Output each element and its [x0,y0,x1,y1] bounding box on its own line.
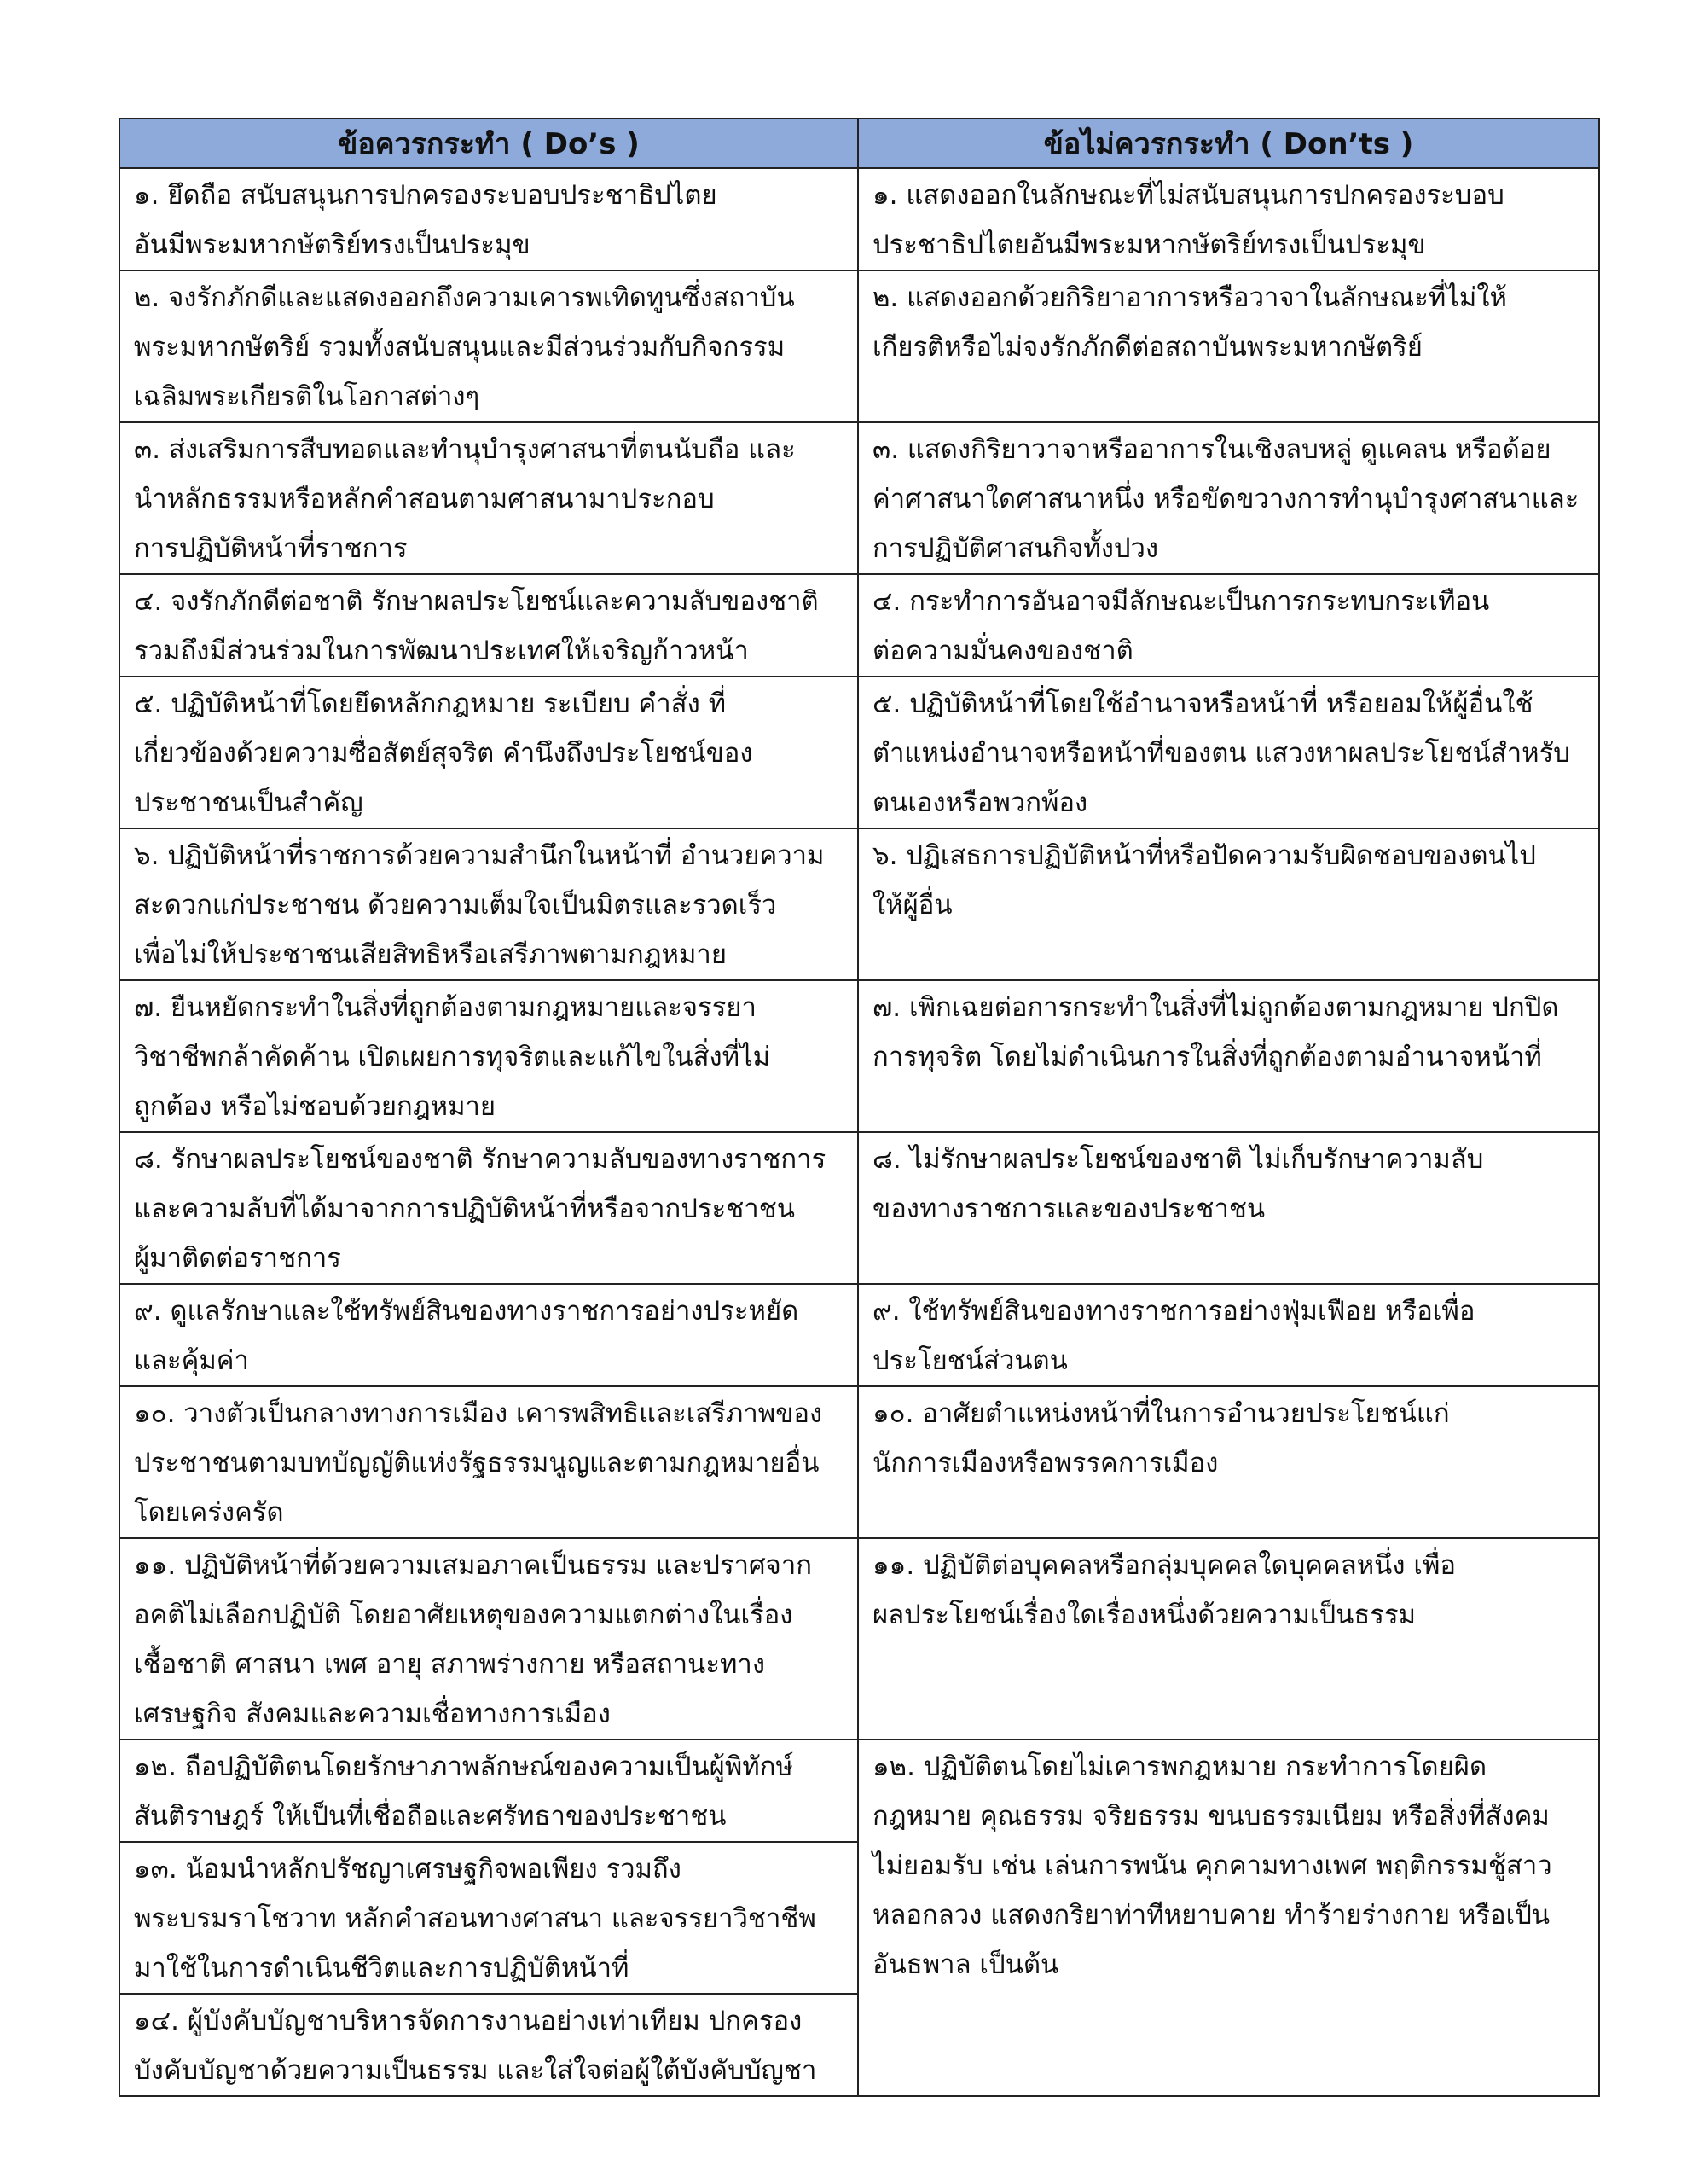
donts-cell-11: ๑๑. ปฏิบัติต่อบุคคลหรือกลุ่มบุคคลใดบุคคลหนึ่ง เพื่อ ผลประโยชน์เรื่องใดเรื่องหนึ่งด้วยความเป็นธรรม [858,1538,1599,1740]
table-row [119,1740,1599,1842]
donts-cell-10: ๑๐. อาศัยตำแหน่งหน้าที่ในการอำนวยประโยชน์แก่ นักการเมืองหรือพรรคการเมือง [858,1386,1599,1538]
table-row [119,422,1599,574]
donts-cell-6: ๖. ปฏิเสธการปฏิบัติหน้าที่หรือปัดความรับผิดชอบของตนไป ให้ผู้อื่น [858,828,1599,980]
donts-cell-1: ๑. แสดงออกในลักษณะที่ไม่สนับสนุนการปกครองระบอบ ประชาธิปไตยอันมีพระมหากษัตริย์ทรงเป็นประมุข [858,168,1599,270]
dos-cell-7: ๗. ยืนหยัดกระทำในสิ่งที่ถูกต้องตามกฎหมายและจรรยา วิชาชีพกล้าคัดค้าน เปิดเผยการทุจริตและแก้ไขในสิ่งที่ไม่ ถูกต้อง หรือไม่ชอบด้วยกฎหมาย [119,980,858,1132]
dos-cell-13: ๑๓. น้อมนำหลักปรัชญาเศรษฐกิจพอเพียง รวมถึง พระบรมราโชวาท หลักคำสอนทางศาสนา และจรรยาวิชาชีพ มาใช้ในการดำเนินชีวิตและการปฏิบัติหน้าที่ [119,1842,858,1994]
table-row [119,1284,1599,1386]
dos-cell-3: ๓. ส่งเสริมการสืบทอดและทำนุบำรุงศาสนาที่ตนนับถือ และ นำหลักธรรมหรือหลักคำสอนตามศาสนามาประกอบ การปฏิบัติหน้าที่ราชการ [119,422,858,574]
dos-cell-4: ๔. จงรักภักดีต่อชาติ รักษาผลประโยชน์และความลับของชาติ รวมถึงมีส่วนร่วมในการพัฒนาประเทศให้เจริญก้าวหน้า [119,574,858,677]
table-row [119,980,1599,1132]
dos-cell-6: ๖. ปฏิบัติหน้าที่ราชการด้วยความสำนึกในหน้าที่ อำนวยความ สะดวกแก่ประชาชน ด้วยความเต็มใจเป็นมิตรและรวดเร็ว เพื่อไม่ให้ประชาชนเสียสิทธิหรือเสรีภาพตามกฎหมาย [119,828,858,980]
table-row [119,168,1599,270]
table-row [119,677,1599,828]
dos-donts-table [119,118,1600,2097]
donts-cell-3: ๓. แสดงกิริยาวาจาหรืออาการในเชิงลบหลู่ ดูแคลน หรือด้อย ค่าศาสนาใดศาสนาหนึ่ง หรือขัดขวางการทำนุบำรุงศาสนาและ การปฏิบัติศาสนกิจทั้งปวง [858,422,1599,574]
dos-cell-12: ๑๒. ถือปฏิบัติตนโดยรักษาภาพลักษณ์ของความเป็นผู้พิทักษ์ สันติราษฎร์ ให้เป็นที่เชื่อถือและศรัทธาของประชาชน [119,1740,858,1842]
donts-cell-2: ๒. แสดงออกด้วยกิริยาอาการหรือวาจาในลักษณะที่ไม่ให้ เกียรติหรือไม่จงรักภักดีต่อสถาบันพระมหากษัตริย์ [858,270,1599,422]
table-row [119,1132,1599,1284]
dos-cell-9: ๙. ดูแลรักษาและใช้ทรัพย์สินของทางราชการอย่างประหยัด และคุ้มค่า [119,1284,858,1386]
table-header-row [119,119,1599,168]
table-row [119,270,1599,422]
dos-cell-11: ๑๑. ปฏิบัติหน้าที่ด้วยความเสมอภาคเป็นธรรม และปราศจาก อคติไม่เลือกปฏิบัติ โดยอาศัยเหตุของความแตกต่างในเรื่อง เชื้อชาติ ศาสนา เพศ อายุ สภาพร่างกาย หรือสถานะทาง เศรษฐกิจ สังคมและความเชื่อทางการเมือง [119,1538,858,1740]
table-row [119,574,1599,677]
donts-cell-9: ๙. ใช้ทรัพย์สินของทางราชการอย่างฟุ่มเฟือย หรือเพื่อ ประโยชน์ส่วนตน [858,1284,1599,1386]
table-row [119,1538,1599,1740]
donts-cell-12: ๑๒. ปฏิบัติตนโดยไม่เคารพกฎหมาย กระทำการโดยผิด กฎหมาย คุณธรรม จริยธรรม ขนบธรรมเนียม หรือสิ่งที่สังคม ไม่ยอมรับ เช่น เล่นการพนัน คุกคามทางเพศ พฤติกรรมชู้สาว หลอกลวง แสดงกริยาท่าทีหยาบคาย ทำร้ายร่างกาย หรือเป็น อันธพาล เป็นต้น [858,1740,1599,2096]
donts-cell-5: ๕. ปฏิบัติหน้าที่โดยใช้อำนาจหรือหน้าที่ หรือยอมให้ผู้อื่นใช้ ตำแหน่งอำนาจหรือหน้าที่ของตน แสวงหาผลประโยชน์สำหรับ ตนเองหรือพวกพ้อง [858,677,1599,828]
table-row [119,828,1599,980]
donts-cell-7: ๗. เพิกเฉยต่อการกระทำในสิ่งที่ไม่ถูกต้องตามกฎหมาย ปกปิด การทุจริต โดยไม่ดำเนินการในสิ่งที่ถูกต้องตามอำนาจหน้าที่ [858,980,1599,1132]
dos-cell-14: ๑๔. ผู้บังคับบัญชาบริหารจัดการงานอย่างเท่าเทียม ปกครอง บังคับบัญชาด้วยความเป็นธรรม และใส่ใจต่อผู้ใต้บังคับบัญชา [119,1994,858,2096]
table-row [119,1386,1599,1538]
donts-cell-4: ๔. กระทำการอันอาจมีลักษณะเป็นการกระทบกระเทือน ต่อความมั่นคงของชาติ [858,574,1599,677]
header-dos: ข้อควรกระทำ ( Do’s ) [119,119,858,168]
dos-cell-1: ๑. ยึดถือ สนับสนุนการปกครองระบอบประชาธิปไตย อันมีพระมหากษัตริย์ทรงเป็นประมุข [119,168,858,270]
dos-cell-2: ๒. จงรักภักดีและแสดงออกถึงความเคารพเทิดทูนซึ่งสถาบัน พระมหากษัตริย์ รวมทั้งสนับสนุนและมีส่วนร่วมกับกิจกรรม เฉลิมพระเกียรติในโอกาสต่างๆ [119,270,858,422]
donts-cell-8: ๘. ไม่รักษาผลประโยชน์ของชาติ ไม่เก็บรักษาความลับ ของทางราชการและของประชาชน [858,1132,1599,1284]
dos-cell-5: ๕. ปฏิบัติหน้าที่โดยยึดหลักกฎหมาย ระเบียบ คำสั่ง ที่ เกี่ยวข้องด้วยความซื่อสัตย์สุจริต คำนึงถึงประโยชน์ของ ประชาชนเป็นสำคัญ [119,677,858,828]
header-donts: ข้อไม่ควรกระทำ ( Don’ts ) [858,119,1599,168]
dos-cell-10: ๑๐. วางตัวเป็นกลางทางการเมือง เคารพสิทธิและเสรีภาพของ ประชาชนตามบทบัญญัติแห่งรัฐธรรมนูญและตามกฎหมายอื่น โดยเคร่งครัด [119,1386,858,1538]
dos-cell-8: ๘. รักษาผลประโยชน์ของชาติ รักษาความลับของทางราชการ และความลับที่ได้มาจากการปฏิบัติหน้าที่หรือจากประชาชน ผู้มาติดต่อราชการ [119,1132,858,1284]
